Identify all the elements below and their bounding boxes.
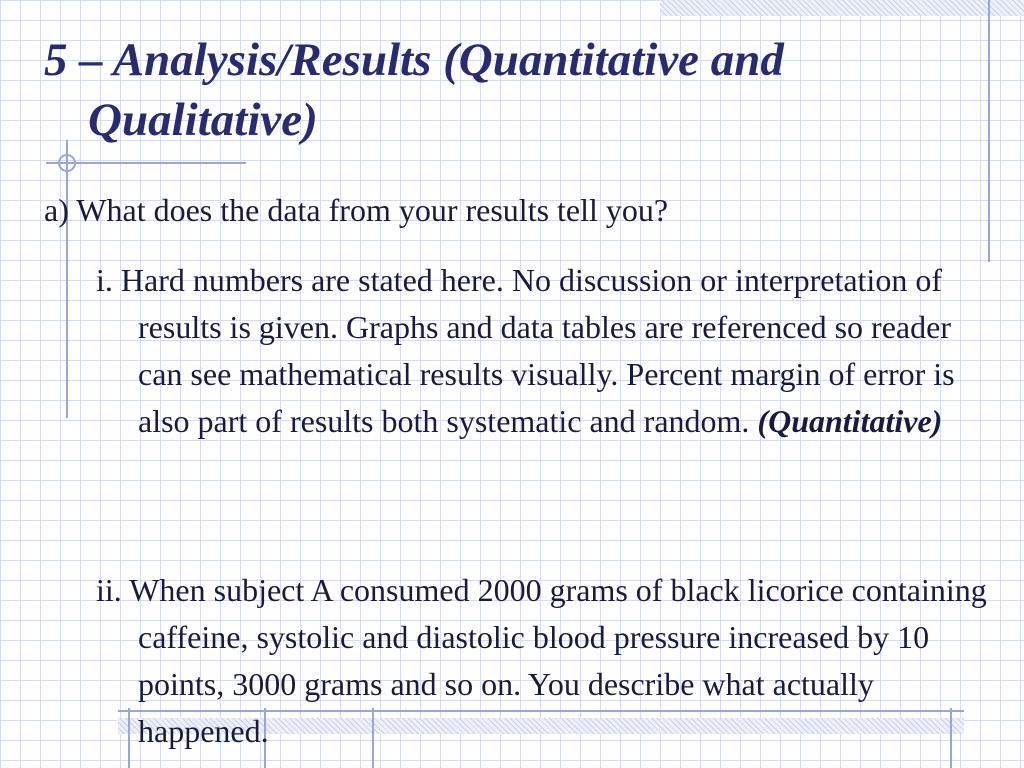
list-item-text: Hard numbers are stated here. No discussion or interpretation of results is given. Graphs and data tables are referenced so reader can see mathematical results visually. Percent margin of error is also part of results both systematic and random. <box>120 262 955 439</box>
list-item-text: When subject A consumed 2000 grams of black licorice containing caffeine, systolic and diastolic blood pressure increased by 10 points, 3000 grams and so on. You describe what actually happened. <box>129 572 987 749</box>
quantitative-tag: (Quantitative) <box>757 403 943 439</box>
list-item <box>96 567 998 755</box>
list-item <box>96 257 998 445</box>
list-marker: i. <box>96 262 113 298</box>
question-heading: a) What does the data from your results tell you? <box>44 192 669 228</box>
corner-circle-ornament <box>58 154 76 172</box>
left-vertical-rule <box>66 140 68 418</box>
list-marker: ii. <box>96 572 122 608</box>
top-right-hatched-band <box>660 0 1024 16</box>
slide-title: 5 – Analysis/Results (Quantitative and Qualitative) <box>44 34 784 146</box>
left-horizontal-rule <box>46 162 246 164</box>
